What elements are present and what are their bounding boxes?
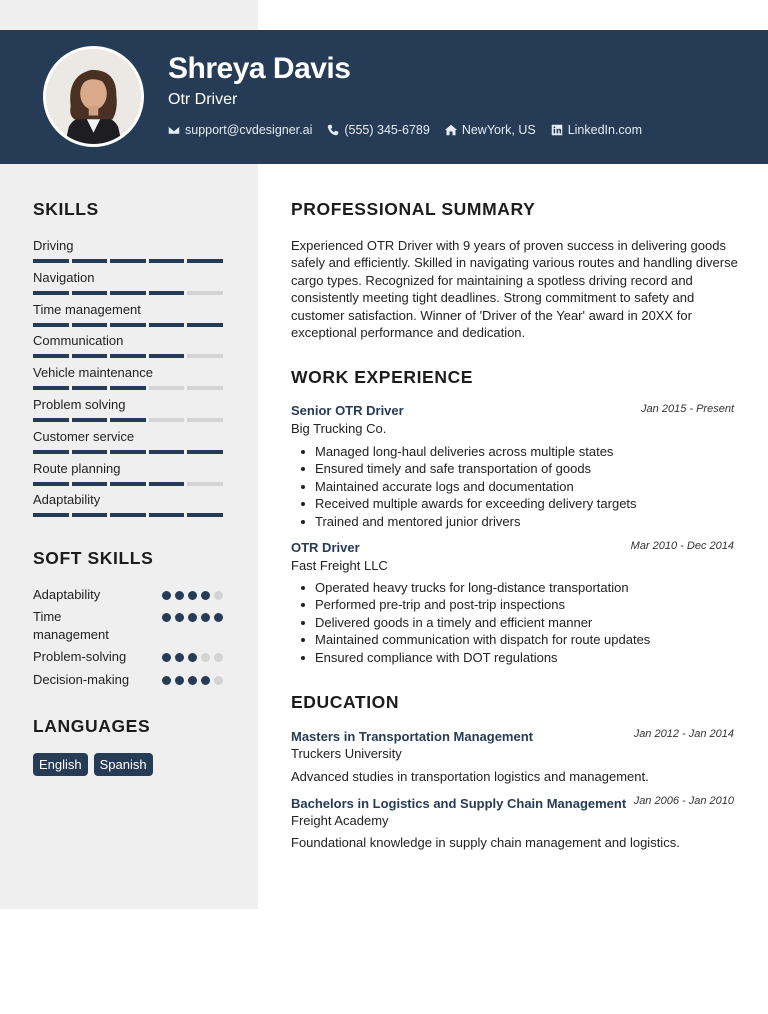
skill-item — [33, 461, 223, 486]
skill-label: Problem solving — [33, 397, 126, 412]
skill-level-bar — [33, 259, 223, 263]
job-bullets — [297, 579, 650, 666]
soft-skill-item — [33, 586, 223, 604]
skill-item — [33, 333, 223, 358]
rating-dot — [201, 613, 210, 622]
rating-dot — [162, 676, 171, 685]
skill-level-segment — [149, 450, 185, 454]
home-icon — [445, 124, 457, 136]
skill-level-segment — [110, 386, 146, 390]
soft-skill-rating — [162, 648, 223, 666]
soft-skill-item — [33, 671, 223, 689]
job-bullet: Received multiple awards for exceeding delivery targets — [297, 495, 637, 512]
linkedin-text: LinkedIn.com — [567, 123, 643, 137]
soft-skill-rating — [162, 586, 223, 604]
skill-level-segment — [72, 513, 108, 517]
soft-skill-rating — [162, 671, 223, 689]
job-bullet: Operated heavy trucks for long-distance transportation — [297, 579, 650, 596]
avatar — [43, 46, 144, 147]
skill-level-segment — [33, 259, 69, 263]
skill-level-bar — [33, 450, 223, 454]
skill-level-segment — [110, 291, 146, 295]
rating-dot — [162, 613, 171, 622]
skill-level-segment — [149, 323, 185, 327]
education-date: Jan 2006 - Jan 2010 — [633, 795, 734, 807]
job-title: OTR Driver — [291, 540, 360, 555]
soft-skill-item — [33, 608, 223, 644]
job-bullet: Managed long-haul deliveries across multiple states — [297, 443, 637, 460]
envelope-icon — [168, 124, 180, 136]
rating-dot — [175, 591, 184, 600]
rating-dot — [175, 676, 184, 685]
degree-title: Masters in Transportation Management — [291, 729, 533, 744]
rating-dot — [175, 653, 184, 662]
rating-dot — [214, 676, 223, 685]
rating-dot — [201, 653, 210, 662]
skill-level-segment — [33, 450, 69, 454]
soft-skill-label: Decision-making — [33, 672, 130, 687]
experience-heading: WORK EXPERIENCE — [291, 367, 474, 387]
skill-level-segment — [72, 259, 108, 263]
email-text: support@cvdesigner.ai — [185, 123, 313, 137]
skill-level-segment — [187, 386, 223, 390]
job-date: Mar 2010 - Dec 2014 — [630, 540, 734, 552]
rating-dot — [188, 676, 197, 685]
rating-dot — [214, 613, 223, 622]
job-bullet: Ensured compliance with DOT regulations — [297, 649, 650, 666]
skill-item — [33, 302, 223, 327]
skill-level-segment — [33, 482, 69, 486]
skill-level-bar — [33, 513, 223, 517]
skill-level-segment — [110, 259, 146, 263]
skill-label: Customer service — [33, 428, 135, 444]
job-bullet: Trained and mentored junior drivers — [297, 513, 637, 530]
skill-level-segment — [149, 418, 185, 422]
skill-level-bar — [33, 418, 223, 422]
contact-row — [168, 123, 657, 137]
skill-level-segment — [72, 482, 108, 486]
skill-level-segment — [187, 482, 223, 486]
skill-level-segment — [72, 291, 108, 295]
skill-level-bar — [33, 386, 223, 390]
skill-level-segment — [72, 354, 108, 358]
school-name: Truckers University — [291, 746, 402, 761]
skill-level-segment — [72, 418, 108, 422]
education-heading: EDUCATION — [291, 692, 400, 712]
job-date: Jan 2015 - Present — [641, 403, 734, 415]
contact-linkedin[interactable] — [551, 123, 642, 137]
contact-phone[interactable] — [327, 123, 429, 137]
skill-level-segment — [33, 354, 69, 358]
rating-dot — [188, 613, 197, 622]
job-bullet: Performed pre-trip and post-trip inspections — [297, 596, 650, 613]
education-description: Foundational knowledge in supply chain management and logistics. — [291, 835, 680, 850]
skill-item — [33, 270, 223, 295]
languages-list — [33, 753, 153, 776]
rating-dot — [201, 676, 210, 685]
skill-level-segment — [33, 386, 69, 390]
language-badge: English — [33, 753, 88, 776]
job-bullet: Ensured timely and safe transportation of goods — [297, 460, 637, 477]
skill-level-bar — [33, 291, 223, 295]
skill-level-segment — [33, 418, 69, 422]
skill-level-segment — [187, 513, 223, 517]
languages-heading: LANGUAGES — [33, 716, 151, 736]
soft-skill-rating — [162, 608, 223, 644]
skill-level-segment — [33, 323, 69, 327]
phone-text: (555) 345-6789 — [344, 123, 430, 137]
skill-item — [33, 429, 223, 454]
candidate-name: Shreya Davis — [168, 52, 351, 85]
skill-level-bar — [33, 323, 223, 327]
rating-dot — [175, 613, 184, 622]
rating-dot — [188, 591, 197, 600]
soft-skill-label: Problem-solving — [33, 649, 127, 664]
skill-level-segment — [110, 513, 146, 517]
skill-label: Route planning — [33, 460, 121, 476]
job-bullet: Delivered goods in a timely and efficient manner — [297, 614, 650, 631]
location-text: NewYork, US — [461, 123, 536, 137]
skill-level-bar — [33, 482, 223, 486]
soft-skill-label: Time management — [33, 609, 109, 642]
skill-level-segment — [149, 354, 185, 358]
skill-level-segment — [149, 291, 185, 295]
education-date: Jan 2012 - Jan 2014 — [633, 728, 734, 740]
soft-skill-item — [33, 648, 223, 666]
job-bullets — [297, 443, 637, 530]
skill-level-segment — [149, 482, 185, 486]
soft-skills-heading: SOFT SKILLS — [33, 548, 154, 568]
skill-level-segment — [187, 418, 223, 422]
profile-photo-icon — [46, 49, 141, 144]
skill-level-segment — [149, 513, 185, 517]
skill-label: Time management — [33, 301, 141, 317]
job-bullet: Maintained accurate logs and documentation — [297, 478, 637, 495]
rating-dot — [201, 591, 210, 600]
education-description: Advanced studies in transportation logistics and management. — [291, 769, 649, 784]
linkedin-icon — [551, 124, 563, 136]
rating-dot — [162, 653, 171, 662]
contact-location — [445, 123, 536, 137]
skill-item — [33, 397, 223, 422]
school-name: Freight Academy — [291, 813, 389, 828]
rating-dot — [188, 653, 197, 662]
skill-level-segment — [72, 386, 108, 390]
summary-heading: PROFESSIONAL SUMMARY — [291, 199, 536, 219]
skill-level-segment — [72, 450, 108, 454]
skill-level-segment — [187, 450, 223, 454]
skill-label: Communication — [33, 333, 124, 349]
job-company: Fast Freight LLC — [291, 558, 388, 573]
skill-level-segment — [110, 323, 146, 327]
skill-level-segment — [110, 450, 146, 454]
skill-level-segment — [187, 259, 223, 263]
phone-icon — [327, 124, 339, 136]
degree-title: Bachelors in Logistics and Supply Chain Management — [291, 796, 627, 811]
skill-level-segment — [110, 354, 146, 358]
job-title: Senior OTR Driver — [291, 403, 404, 418]
skill-label: Adaptability — [33, 492, 101, 508]
soft-skill-label: Adaptability — [33, 587, 101, 602]
language-badge: Spanish — [94, 753, 153, 776]
skill-level-bar — [33, 354, 223, 358]
skill-level-segment — [110, 418, 146, 422]
skill-level-segment — [33, 291, 69, 295]
skill-level-segment — [149, 386, 185, 390]
rating-dot — [214, 653, 223, 662]
skill-level-segment — [187, 323, 223, 327]
candidate-title: Otr Driver — [168, 91, 238, 108]
skills-heading: SKILLS — [33, 199, 99, 219]
skill-level-segment — [187, 354, 223, 358]
summary-text: Experienced OTR Driver with 9 years of proven success in delivering goods safely and efficiently. Skilled in navigating various routes and handling diverse cargo types. Recognized for maintaining a spotless driving record and consistently meeting tight deadlines. Strong commitment to safety and customer satisfaction. Winner of 'Driver of the Year' award in 20XX for exceptional performance and dedication. — [291, 238, 738, 341]
skill-label: Navigation — [33, 269, 95, 285]
contact-email[interactable] — [168, 123, 312, 137]
skill-level-segment — [72, 323, 108, 327]
skill-label: Driving — [33, 238, 74, 253]
skill-item — [33, 238, 223, 263]
skill-item — [33, 492, 223, 517]
rating-dot — [214, 591, 223, 600]
job-bullet: Maintained communication with dispatch for route updates — [297, 631, 650, 648]
skill-level-segment — [110, 482, 146, 486]
skill-level-segment — [149, 259, 185, 263]
skill-item — [33, 365, 223, 390]
skill-level-segment — [33, 513, 69, 517]
job-company: Big Trucking Co. — [291, 421, 387, 436]
skill-label: Vehicle maintenance — [33, 365, 153, 381]
skill-level-segment — [187, 291, 223, 295]
rating-dot — [162, 591, 171, 600]
